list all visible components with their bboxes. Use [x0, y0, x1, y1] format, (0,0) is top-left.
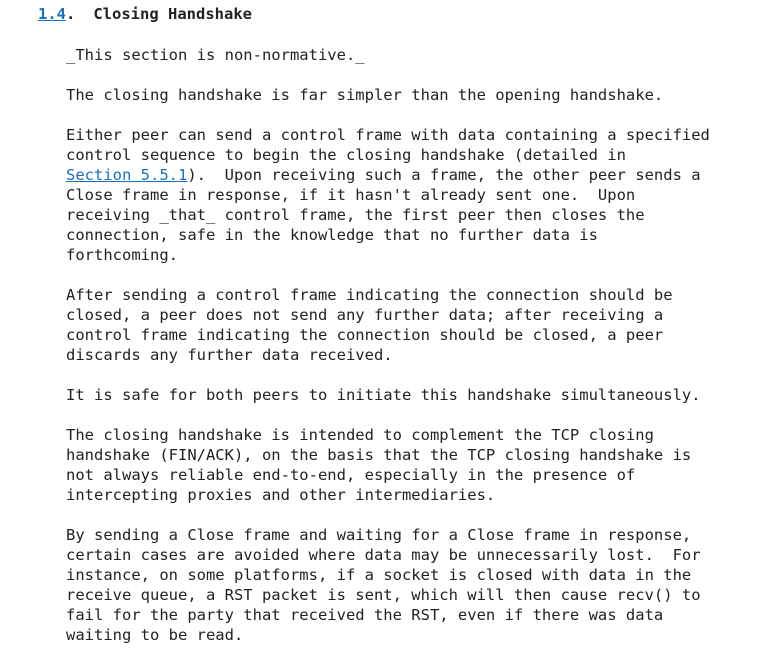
paragraph-non-normative: _This section is non-normative._ [66, 46, 365, 64]
paragraph-control-frame-start: Either peer can send a control frame with data containing a specified control sequence to begin the closing handshake (detailed in [66, 126, 710, 164]
section-number-link[interactable]: 1.4 [38, 5, 66, 23]
paragraph-close-frame: By sending a Close frame and waiting for a Close frame in response, certain cases are avoided where data may be unnecessarily lost. For instance, on some platforms, if a socket is closed with data in the receive queue, a RST packet is sent, which will then cause recv() to fail for the party that received the RST, even if there was data waiting to be read. [66, 526, 701, 644]
paragraph-control-frame [66, 125, 710, 265]
section-number-suffix: . [66, 5, 76, 23]
paragraph-control-frame-end: ). Upon receiving such a frame, the other peer sends a Close frame in response, if it hasn't already sent one. Upon receiving _that_ control frame, the first peer then closes the connection, safe in the knowledge that no further data is forthcoming. [66, 166, 701, 264]
section-title: Closing Handshake [93, 5, 252, 23]
paragraph-simultaneous: It is safe for both peers to initiate this handshake simultaneously. [66, 386, 701, 404]
section-body [66, 45, 710, 645]
paragraph-after-sending: After sending a control frame indicating the connection should be closed, a peer does not send any further data; after receiving a control frame indicating the connection should be closed, a peer discards any further data received. [66, 286, 673, 364]
paragraph-tcp: The closing handshake is intended to complement the TCP closing handshake (FIN/ACK), on the basis that the TCP closing handshake is not always reliable end-to-end, especially in the presence of intercepting proxies and other intermediaries. [66, 426, 692, 504]
paragraph-simpler: The closing handshake is far simpler than the opening handshake. [66, 86, 664, 104]
section-5-5-1-link[interactable]: Section 5.5.1 [66, 166, 188, 184]
section-heading [38, 5, 252, 23]
